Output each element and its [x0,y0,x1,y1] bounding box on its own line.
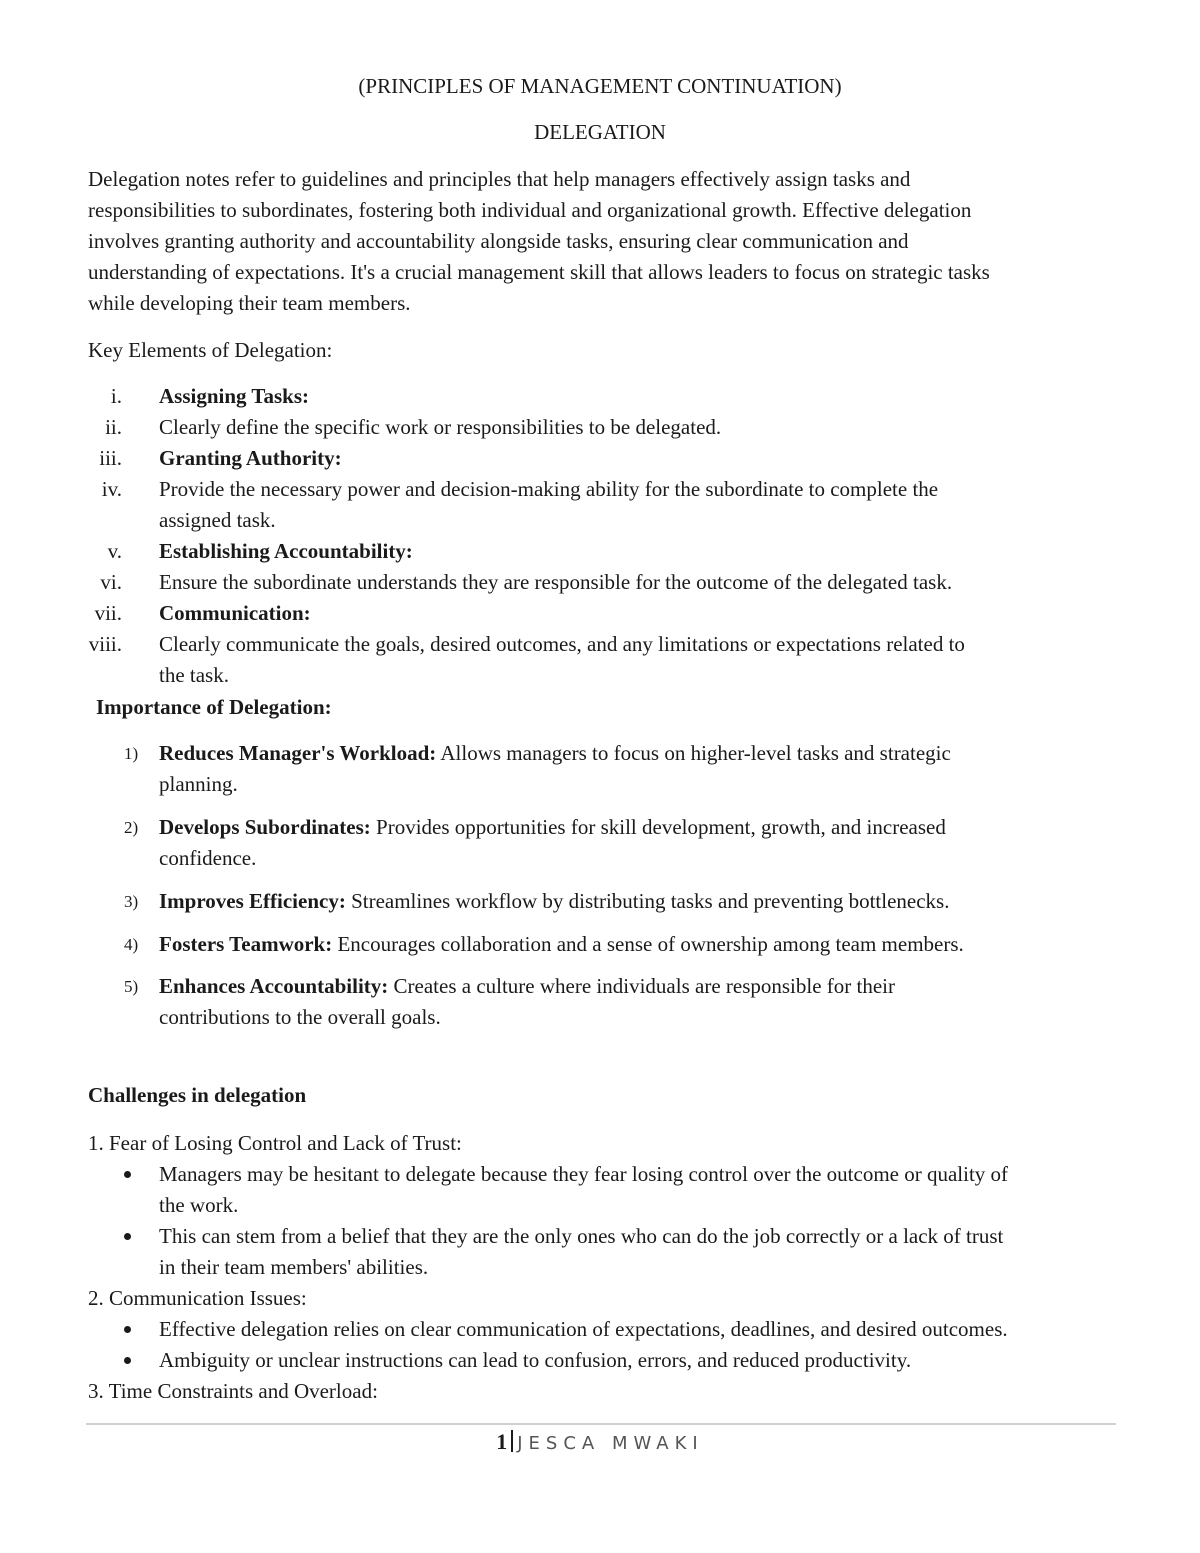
list-item: Granting Authority: [159,446,342,470]
item-text: Streamlines workflow by distributing tasks and preventing bottlenecks. [345,889,950,913]
list-item-continuation: confidence. [159,846,257,870]
list-item-continuation: assigned task. [159,508,276,532]
list-item: Establishing Accountability: [159,539,413,563]
list-item-continuation: planning. [159,772,238,796]
bullet-item: Effective delegation relies on clear communication of expectations, deadlines, and desired outcomes. [159,1317,1008,1341]
item-label: Reduces Manager's Workload: [159,741,437,765]
footer-separator [511,1430,513,1452]
section-title: DELEGATION [534,120,666,144]
bullet-icon [124,1233,131,1240]
list-item: Clearly communicate the goals, desired outcomes, and any limitations or expectations related to [159,632,965,656]
bullet-item-continuation: in their team members' abilities. [159,1255,429,1279]
challenge-title: 1. Fear of Losing Control and Lack of Trust: [88,1131,462,1155]
bullet-item: Ambiguity or unclear instructions can lead to confusion, errors, and reduced productivity. [159,1348,912,1372]
list-marker: viii. [88,632,122,656]
item-label: Improves Efficiency: [159,889,346,913]
challenges-heading: Challenges in delegation [88,1083,307,1107]
intro-line: Delegation notes refer to guidelines and principles that help managers effectively assign tasks and [88,167,911,191]
item-text: Provides opportunities for skill development, growth, and increased [370,815,946,839]
list-marker: vii. [94,601,122,625]
list-marker: 1) [124,744,139,763]
bullet-item: This can stem from a belief that they are the only ones who can do the job correctly or a lack of trust [159,1224,1004,1248]
bullet-icon [124,1357,131,1364]
item-label: Fosters Teamwork: [159,932,333,956]
intro-line: while developing their team members. [88,291,411,315]
list-marker: 2) [124,818,139,837]
list-item: Communication: [159,601,311,625]
bullet-icon [124,1171,131,1178]
list-marker: 3) [124,892,139,911]
item-label: Develops Subordinates: [159,815,371,839]
footer-author: JESCA MWAKI [517,1433,704,1454]
list-item: Assigning Tasks: [159,384,310,408]
bullet-item: Managers may be hesitant to delegate because they fear losing control over the outcome or quality of [159,1162,1009,1186]
list-item [159,812,946,843]
list-item-continuation: contributions to the overall goals. [159,1005,441,1029]
list-item [159,738,951,769]
bullet-item-continuation: the work. [159,1193,239,1217]
item-text: Allows managers to focus on higher-level tasks and strategic [436,741,951,765]
list-marker: ii. [105,415,122,439]
main-title: (PRINCIPLES OF MANAGEMENT CONTINUATION) [358,74,842,98]
list-marker: iv. [101,477,122,501]
list-marker: 5) [124,977,139,996]
list-marker: v. [107,539,122,563]
intro-line: responsibilities to subordinates, fostering both individual and organizational growth. Effective delegation [88,198,972,222]
list-marker: i. [110,384,122,408]
item-text: Creates a culture where individuals are responsible for their [388,974,896,998]
list-item [159,971,895,1002]
list-item-continuation: the task. [159,663,229,687]
list-marker: vi. [100,570,122,594]
item-text: Encourages collaboration and a sense of ownership among team members. [332,932,964,956]
list-item [159,929,964,960]
challenge-title: 3. Time Constraints and Overload: [88,1379,378,1403]
key-elements-heading: Key Elements of Delegation: [88,338,333,362]
list-item: Provide the necessary power and decision-making ability for the subordinate to complete the [159,477,939,501]
list-item [159,886,949,917]
list-marker: iii. [99,446,122,470]
list-item: Ensure the subordinate understands they are responsible for the outcome of the delegated task. [159,570,953,594]
challenge-title: 2. Communication Issues: [88,1286,307,1310]
list-item: Clearly define the specific work or responsibilities to be delegated. [159,415,722,439]
page-footer [0,1428,1200,1458]
intro-line: understanding of expectations. It's a crucial management skill that allows leaders to focus on strategic tasks [88,260,990,284]
importance-heading: Importance of Delegation: [96,695,332,719]
bullet-icon [124,1326,131,1333]
page-number: 1 [496,1429,508,1454]
list-marker: 4) [124,935,139,954]
footer-divider [86,1423,1116,1425]
item-label: Enhances Accountability: [159,974,389,998]
intro-line: involves granting authority and accountability alongside tasks, ensuring clear communication and [88,229,909,253]
